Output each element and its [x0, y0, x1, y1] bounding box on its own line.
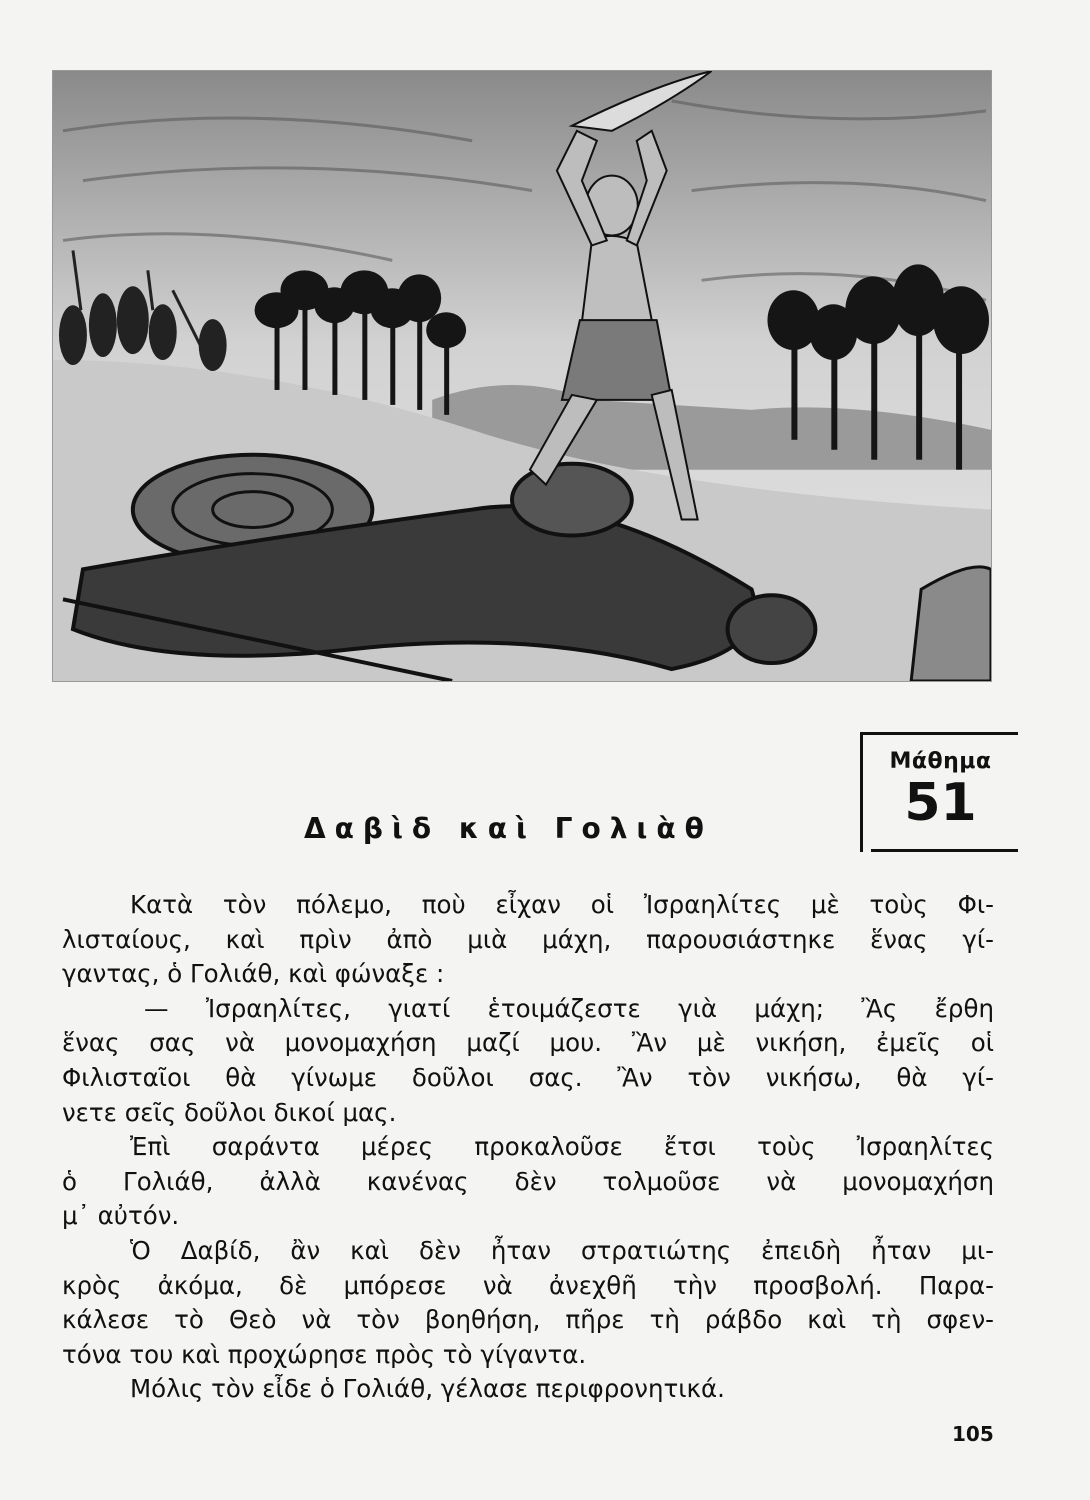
text-line: Κατὰ τὸν πόλεμο, ποὺ εἶχαν οἱ Ἰσραηλίτες μὲ τοὺς Φι-: [130, 890, 994, 919]
text-line: κάλεσε τὸ Θεὸ νὰ τὸν βοηθήση, πῆρε τὴ ράβδο καὶ τὴ σφεν-: [62, 1305, 994, 1335]
page-number: 105: [952, 1422, 994, 1446]
text-line: ἕνας σας νὰ μονομαχήση μαζί μου. Ἂν μὲ νικήση, ἐμεῖς οἱ: [62, 1028, 994, 1058]
lesson-number: 51: [904, 773, 977, 833]
text-line: — Ἰσραηλίτες, γιατί ἑτοιμάζεστε γιὰ μάχη; Ἂς ἔρθη: [144, 993, 994, 1023]
story-illustration: [52, 70, 992, 682]
text-line: Ὁ Δαβίδ, ἂν καὶ δὲν ἦταν στρατιώτης ἐπειδὴ ἦταν μι-: [130, 1235, 994, 1265]
lesson-badge: [860, 732, 1018, 852]
story-text: [62, 888, 994, 1407]
lesson-label: Μάθημα: [889, 749, 992, 774]
text-line: κρὸς ἀκόμα, δὲ μπόρεσε νὰ ἀνεχθῆ τὴν προσβολή. Παρα-: [62, 1270, 994, 1300]
text-line: μ᾽ αὐτόν.: [62, 1201, 180, 1231]
text-line: ὁ Γολιάθ, ἀλλὰ κανένας δὲν τολμοῦσε νὰ μονομαχήση: [62, 1166, 994, 1196]
text-line: Μόλις τὸν εἶδε ὁ Γολιάθ, γέλασε περιφρονητικά.: [130, 1374, 725, 1404]
text-line: νετε σεῖς δοῦλοι δικοί μας.: [62, 1097, 397, 1127]
text-line: λισταίους, καὶ πρὶν ἀπὸ μιὰ μάχη, παρουσιάστηκε ἕνας γί-: [62, 924, 994, 954]
david-goliath-drawing: [53, 71, 991, 681]
text-line: τόνα του καὶ προχώρησε πρὸς τὸ γίγαντα.: [62, 1339, 587, 1369]
text-line: γαντας, ὁ Γολιάθ, καὶ φώναξε :: [62, 959, 445, 989]
text-line: Ἐπὶ σαράντα μέρες προκαλοῦσε ἔτσι τοὺς Ἰσραηλίτες: [130, 1132, 994, 1162]
page-title: Δαβὶδ καὶ Γολιὰθ: [304, 812, 713, 845]
text-line: Φιλισταῖοι θὰ γίνωμε δοῦλοι σας. Ἂν τὸν νικήσω, θὰ γί-: [62, 1062, 994, 1092]
